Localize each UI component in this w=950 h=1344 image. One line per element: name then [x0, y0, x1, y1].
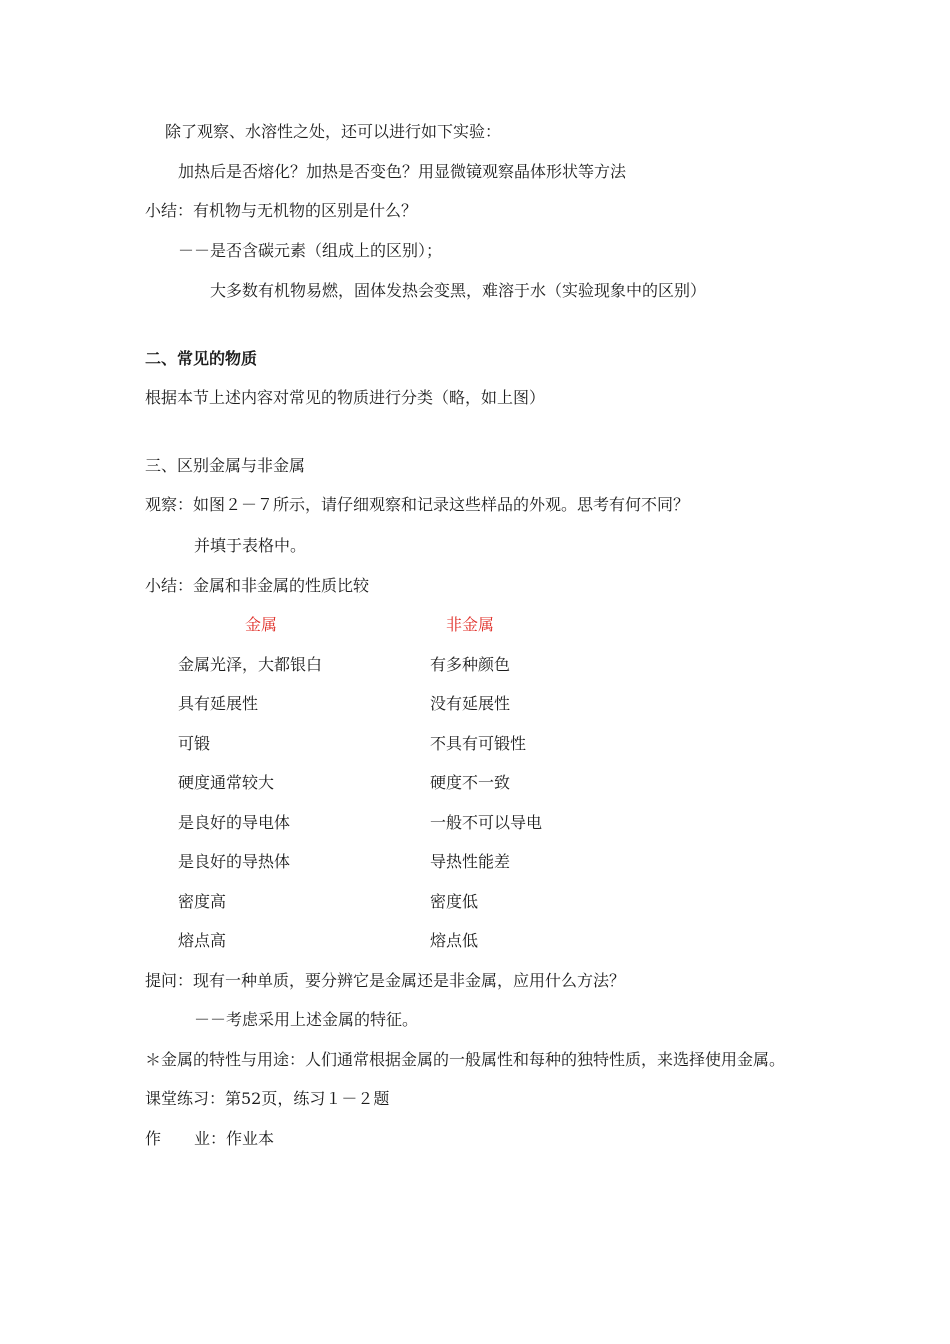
question-answer: －－考虑采用上述金属的特征。: [194, 1010, 419, 1029]
nonmetal-property: 密度低: [430, 892, 479, 911]
nonmetal-property: 没有延展性: [430, 694, 511, 713]
metal-property: 可锻: [178, 734, 211, 753]
section-3-heading: 三、区别金属与非金属: [145, 456, 306, 475]
nonmetal-property: 一般不可以导电: [430, 813, 543, 832]
observe-continuation: 并填于表格中。: [194, 536, 307, 555]
summary-point-1: －－是否含碳元素（组成上的区别）；: [178, 241, 443, 260]
nonmetal-property: 导热性能差: [430, 852, 511, 871]
metal-property: 金属光泽，大都银白: [178, 655, 323, 674]
question-text: 提问：现有一种单质，要分辨它是金属还是非金属，应用什么方法？: [145, 971, 626, 990]
section-2-text: 根据本节上述内容对常见的物质进行分类（略，如上图）: [145, 388, 546, 407]
summary-point-2: 大多数有机物易燃，固体发热会变黑，难溶于水（实验现象中的区别）: [210, 281, 707, 300]
summary-question: 小结：有机物与无机物的区别是什么？: [145, 201, 418, 220]
header-nonmetal: 非金属: [446, 615, 495, 634]
comparison-summary: 小结：金属和非金属的性质比较: [145, 576, 370, 595]
intro-line-2: 加热后是否熔化？加热是否变色？用显微镜观察晶体形状等方法: [178, 162, 627, 181]
homework-label-b: 业：作业本: [194, 1129, 275, 1148]
metal-property: 熔点高: [178, 931, 227, 950]
nonmetal-property: 不具有可锻性: [430, 734, 527, 753]
metal-property: 是良好的导热体: [178, 852, 291, 871]
nonmetal-property: 有多种颜色: [430, 655, 511, 674]
classroom-exercise: 课堂练习：第52页，练习１－２题: [145, 1089, 390, 1108]
metal-property: 是良好的导电体: [178, 813, 291, 832]
section-2-heading: 二、常见的物质: [145, 349, 258, 368]
nonmetal-property: 熔点低: [430, 931, 479, 950]
nonmetal-property: 硬度不一致: [430, 773, 511, 792]
metal-uses-note: ＊金属的特性与用途：人们通常根据金属的一般属性和每种的独特性质，来选择使用金属。: [145, 1050, 786, 1069]
metal-property: 具有延展性: [178, 694, 259, 713]
observe-text: 观察：如图２－７所示，请仔细观察和记录这些样品的外观。思考有何不同？: [145, 495, 690, 514]
intro-line-1: 除了观察、水溶性之处，还可以进行如下实验：: [165, 122, 502, 141]
header-metal: 金属: [245, 615, 278, 634]
homework-label-a: 作: [145, 1129, 162, 1148]
metal-property: 密度高: [178, 892, 227, 911]
metal-property: 硬度通常较大: [178, 773, 275, 792]
